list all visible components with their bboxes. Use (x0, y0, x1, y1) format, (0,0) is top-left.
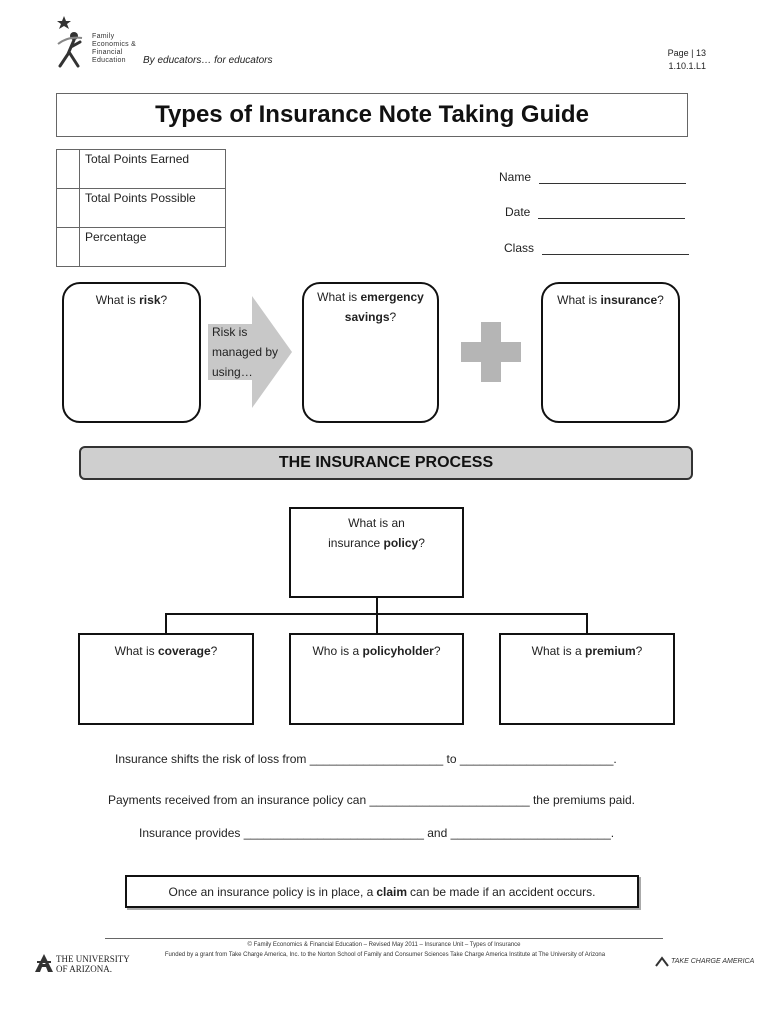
question-text: What is (114, 644, 158, 658)
take-charge-america-logo-icon (655, 956, 669, 968)
arrow-line: using… (212, 365, 253, 379)
question-line (291, 533, 462, 553)
fill-in-sentence[interactable]: Insurance shifts the risk of loss from ____________________ to _______________________. (115, 752, 617, 766)
footer-funding: Funded by a grant from Take Charge America, Inc. to the Norton School of Family and Consumer Sciences Take Charge America Institute at The University of Arizona (164, 952, 606, 958)
connector-line (376, 598, 378, 614)
question-text: ? (657, 293, 664, 307)
policy-box[interactable] (289, 507, 464, 598)
score-cell[interactable] (57, 189, 80, 228)
tagline: By educators… for educators (143, 55, 273, 66)
points-label: Total Points Possible (80, 189, 226, 228)
ua-line: THE UNIVERSITY (56, 954, 130, 964)
logo-line: Economics & (92, 41, 137, 48)
keyword: savings (344, 310, 390, 324)
score-cell[interactable] (57, 150, 80, 189)
keyword: risk (139, 293, 161, 307)
field-label: Date (505, 205, 531, 219)
table-row (57, 228, 226, 267)
points-label: Total Points Earned (80, 150, 226, 189)
arrow-line: managed by (212, 345, 279, 359)
logo-line: Family (92, 33, 115, 40)
question-text: insurance (328, 536, 384, 550)
ua-line: OF ARIZONA. (56, 964, 113, 974)
question-text: What is (95, 293, 140, 307)
fill-in-sentence[interactable]: Payments received from an insurance policy can ________________________ the premiums paid. (108, 793, 636, 807)
points-label: Percentage (80, 228, 226, 267)
title-box (56, 93, 688, 137)
footer-copyright: © Family Economics & Financial Education – Revised May 2011 – Insurance Unit – Types of Insurance (247, 942, 521, 948)
arrow-text (212, 322, 278, 382)
question-text: ? (210, 644, 218, 658)
question-line (304, 307, 437, 327)
points-table (56, 149, 226, 267)
question-text: What is a (531, 644, 585, 658)
footer-divider (105, 938, 663, 939)
keyword: insurance (600, 293, 658, 307)
claim-text: Once an insurance policy is in place, a (168, 884, 374, 899)
question-text: Who is a (312, 644, 363, 658)
keyword: premium (584, 644, 636, 658)
feffe-logo-icon (54, 14, 86, 70)
keyword: policyholder (362, 644, 434, 658)
date-field (505, 205, 685, 219)
fill-in-sentence[interactable]: Insurance provides ___________________________ and ________________________. (139, 826, 615, 840)
table-row (57, 189, 226, 228)
question-text: ? (418, 536, 425, 550)
take-charge-america-wordmark: TAKE CHARGE AMERICA (671, 958, 755, 965)
question-line: What is an (348, 516, 405, 530)
question-text: What is (317, 290, 361, 304)
keyword: coverage (157, 644, 211, 658)
arrow-line: Risk is (212, 325, 248, 339)
claim-box (125, 875, 639, 908)
logo-line: Financial (92, 49, 123, 56)
university-wordmark (56, 954, 130, 974)
field-label: Class (504, 241, 535, 255)
page-info (600, 47, 706, 73)
question-text: ? (635, 644, 643, 658)
banner-text: THE INSURANCE PROCESS (278, 454, 494, 471)
claim-text: can be made if an accident occurs. (410, 884, 596, 899)
date-line[interactable] (538, 205, 685, 219)
premium-box[interactable] (499, 633, 675, 725)
question-text: ? (433, 644, 441, 658)
field-label: Name (499, 170, 532, 184)
question-text: ? (389, 310, 397, 324)
coverage-box[interactable] (78, 633, 254, 725)
university-of-arizona-logo-icon (34, 953, 54, 973)
insurance-process-banner (79, 446, 693, 480)
name-line[interactable] (539, 170, 686, 184)
name-field (499, 170, 686, 184)
page-title: Types of Insurance Note Taking Guide (155, 101, 589, 128)
emergency-savings-box[interactable] (302, 282, 439, 423)
connector-line (586, 613, 588, 634)
score-cell[interactable] (57, 228, 80, 267)
logo-wordmark (92, 33, 136, 65)
question-text: ? (160, 293, 168, 307)
question-text: What is (557, 293, 601, 307)
policyholder-box[interactable] (289, 633, 464, 725)
page-number: Page | 13 (667, 48, 706, 58)
question-line (304, 287, 437, 307)
risk-box[interactable] (62, 282, 201, 423)
connector-line (165, 613, 167, 634)
keyword: claim (376, 884, 408, 899)
keyword: policy (383, 536, 419, 550)
logo-line: Education (92, 57, 126, 64)
plus-icon (461, 322, 521, 382)
class-line[interactable] (542, 241, 689, 255)
connector-line (376, 613, 378, 634)
class-field (504, 241, 689, 255)
insurance-box[interactable] (541, 282, 680, 423)
table-row (57, 150, 226, 189)
lesson-code: 1.10.1.L1 (668, 61, 706, 71)
keyword: emergency (360, 290, 424, 304)
